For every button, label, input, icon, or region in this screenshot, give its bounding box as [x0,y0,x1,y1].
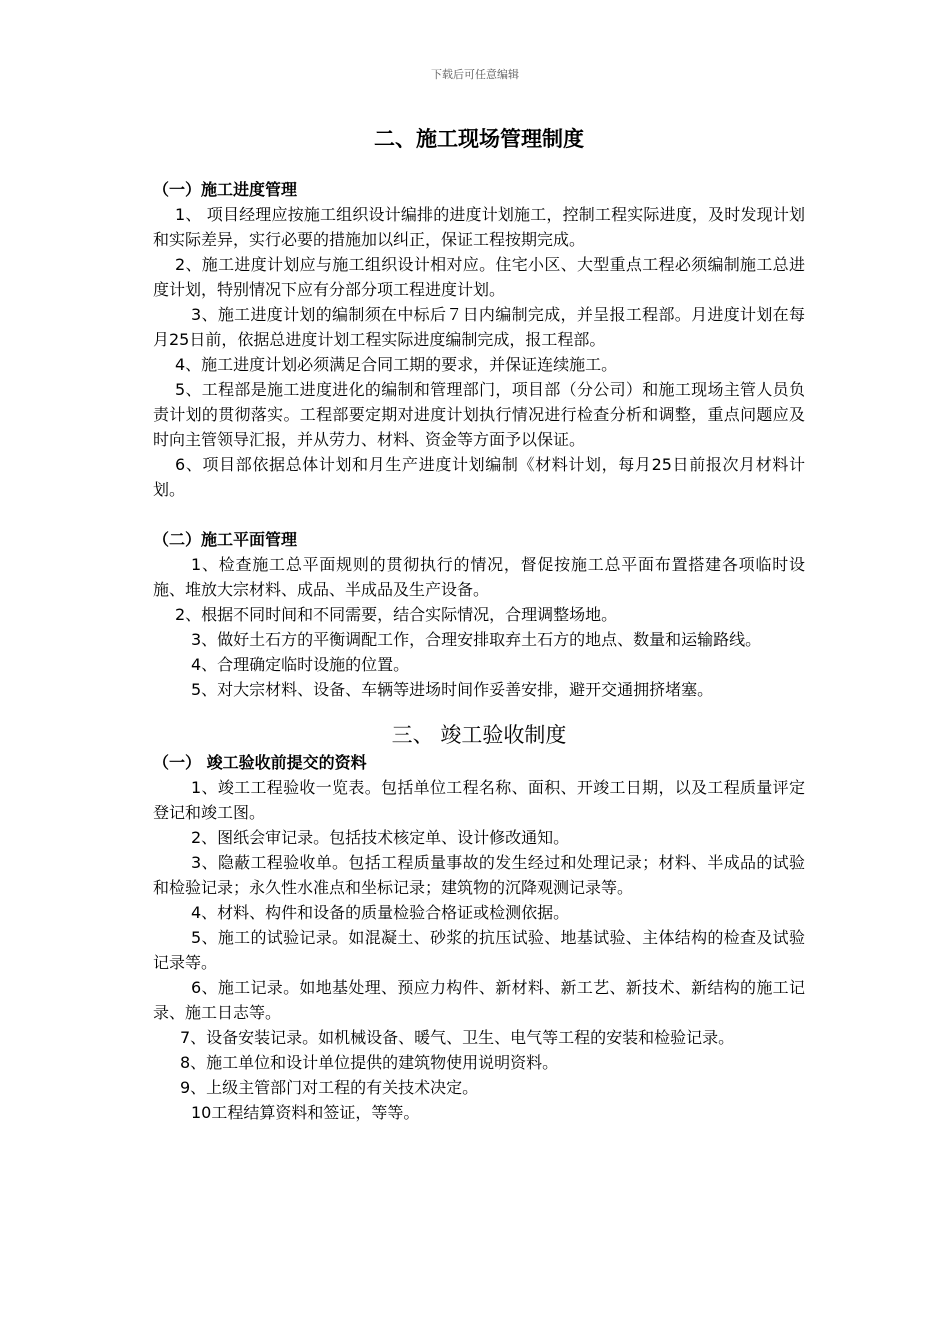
document-body [153,124,805,1125]
paragraph: 6、项目部依据总体计划和月生产进度计划编制《材料计划，每月25日前报次月材料计划。 [153,455,805,499]
page-header: 下载后可任意编辑 [431,68,519,81]
subsection-heading: （二）施工平面管理 [153,530,298,549]
paragraph: 9、上级主管部门对工程的有关技术决定。 [180,1078,479,1097]
paragraph: 4、合理确定临时设施的位置。 [191,655,410,674]
paragraph: 3、施工进度计划的编制须在中标后７日内编制完成，并呈报工程部。月进度计划在每月25日前，依据总进度计划工程实际进度编制完成，报工程部。 [153,305,805,349]
paragraph: 3、做好土石方的平衡调配工作，合理安排取弃土石方的地点、数量和运输路线。 [191,630,762,649]
paragraph: 3、隐蔽工程验收单。包括工程质量事故的发生经过和处理记录；材料、半成品的试验和检验记录；永久性水准点和坐标记录；建筑物的沉降观测记录等。 [153,853,805,897]
paragraph: 4、施工进度计划必须满足合同工期的要求，并保证连续施工。 [175,355,618,374]
paragraph: 8、施工单位和设计单位提供的建筑物使用说明资料。 [180,1053,559,1072]
subsection-heading: （一） 竣工验收前提交的资料 [153,753,367,772]
paragraph: 5、工程部是施工进度进化的编制和管理部门，项目部（分公司）和施工现场主管人员负责计划的贯彻落实。工程部要定期对进度计划执行情况进行检查分析和调整，重点问题应及时向主管领导汇报，并从劳力、材料、资金等方面予以保证。 [153,380,805,449]
paragraph: 5、施工的试验记录。如混凝土、砂浆的抗压试验、地基试验、主体结构的检查及试验记录等。 [153,928,805,972]
paragraph: 2、施工进度计划应与施工组织设计相对应。住宅小区、大型重点工程必须编制施工总进度计划，特别情况下应有分部分项工程进度计划。 [153,255,805,299]
paragraph: 2、根据不同时间和不同需要，结合实际情况，合理调整场地。 [175,605,618,624]
paragraph: 1、 项目经理应按施工组织设计编排的进度计划施工，控制工程实际进度，及时发现计划和实际差异，实行必要的措施加以纠正，保证工程按期完成。 [153,205,805,249]
paragraph: 4、材料、构件和设备的质量检验合格证或检测依据。 [191,903,570,922]
paragraph: 2、图纸会审记录。包括技术核定单、设计修改通知。 [191,828,570,847]
paragraph: 10工程结算资料和签证，等等。 [191,1103,420,1122]
paragraph: 6、施工记录。如地基处理、预应力构件、新材料、新工艺、新技术、新结构的施工记录、施工日志等。 [153,978,805,1022]
section-title: 三、 竣工验收制度 [391,723,567,747]
paragraph: 1、检查施工总平面规则的贯彻执行的情况，督促按施工总平面布置搭建各项临时设施、堆放大宗材料、成品、半成品及生产设备。 [153,555,805,599]
section-title: 二、施工现场管理制度 [374,127,584,151]
subsection-heading: （一）施工进度管理 [153,180,298,199]
paragraph: 1、竣工工程验收一览表。包括单位工程名称、面积、开竣工日期，以及工程质量评定登记和竣工图。 [153,778,805,822]
paragraph: 5、对大宗材料、设备、车辆等进场时间作妥善安排，避开交通拥挤堵塞。 [191,680,714,699]
paragraph: 7、设备安装记录。如机械设备、暖气、卫生、电气等工程的安装和检验记录。 [180,1028,735,1047]
